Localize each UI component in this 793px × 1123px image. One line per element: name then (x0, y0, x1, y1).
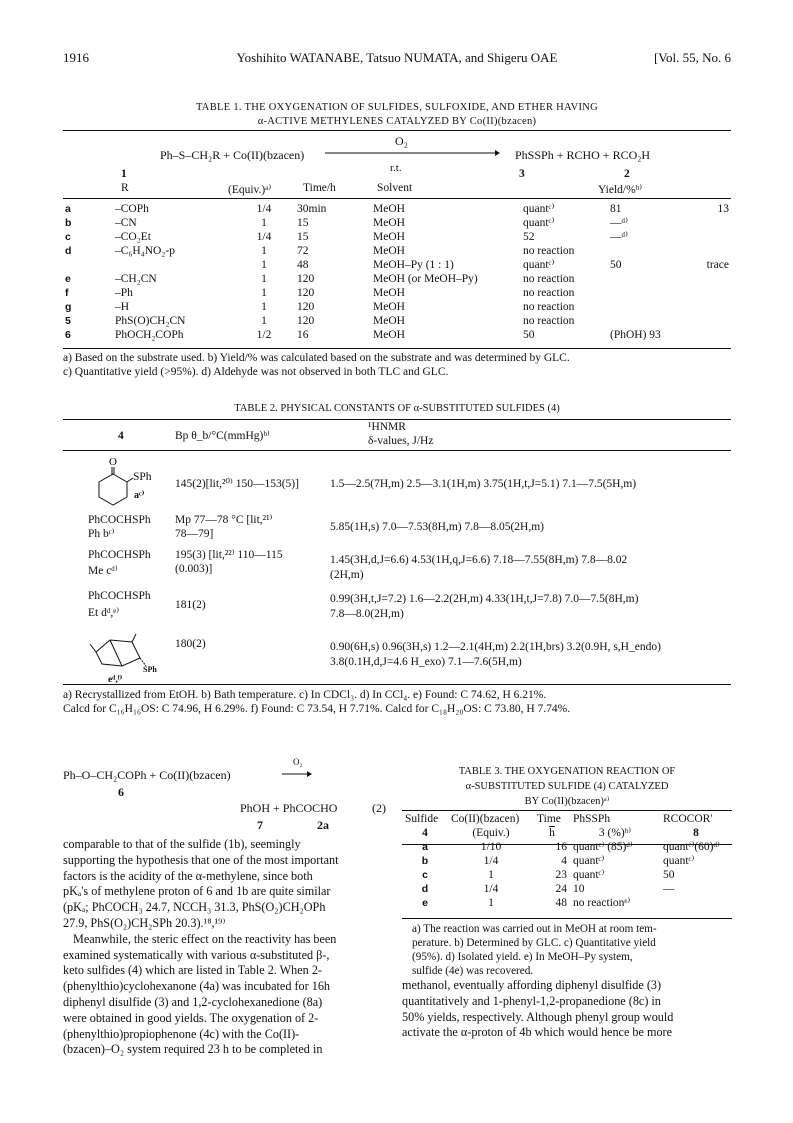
table2-rowD-nmr1: 0.99(3H,t,J=7.2) 1.6—2.2(2H,m) 4.33(1H,t,J=7.8) 7.0—7.5(8H,m) (330, 593, 639, 605)
table1-footnote-1: a) Based on the substrate used. b) Yield/% was calculated based on the substrate and was determined by GLC. (63, 352, 570, 364)
eq2-left: Ph–O–CH₂COPh + Co(II)(bzacen) (63, 768, 231, 782)
table1-cell-equiv: 1 (261, 217, 267, 229)
table2-rowE-id: eᵈ,ᶠ⁾ (108, 675, 123, 685)
text-line: comparable to that of the sulfide (1b), seemingly (63, 837, 301, 851)
table1-cell-r: –CN (115, 217, 137, 229)
table2-rowE-nmr1: 0.90(6H,s) 0.96(3H,s) 1.2—2.1(4H,m) 2.2(1H,brs) 3.2(0.9H, s,H_endo) (330, 641, 661, 653)
table3-cell-time: 16 (555, 841, 567, 853)
table1-row (63, 230, 731, 244)
table2-header-num: 4 (118, 430, 124, 442)
table3-cell-rcocor: quantᶜ⁾(60)ᵈ⁾ (663, 841, 720, 853)
table1-cell-equiv: 1/2 (256, 329, 272, 341)
table1-cell-equiv: 1/4 (256, 203, 272, 215)
text-line: activate the α-proton of 4b which would hence be more (402, 1025, 673, 1040)
text-line: 50% yields, respectively. Although phenyl group would (402, 1009, 674, 1024)
table1-cell-equiv: 1 (261, 315, 267, 327)
table1-cell-solvent: MeOH (373, 231, 405, 243)
text-line: factors is the acidity of the α-methylene, since both (63, 868, 313, 883)
table1-row (63, 314, 731, 328)
table1-reaction-o2: O₂ (395, 134, 408, 148)
table1-cell-yield3: quantᶜ⁾ (523, 259, 555, 271)
table1-cell-yield2b (663, 244, 731, 258)
table1-reaction-right: PhSSPh + RCHO + RCO₂H (515, 148, 651, 162)
table1-cell-yield2b (663, 314, 731, 328)
table2-header-bp: Bp θ_b/°C(mmHg)ᵇ⁾ (175, 430, 270, 442)
table1-cell-equiv: 1 (261, 273, 267, 285)
table2-header-delta: δ-values, J/Hz (368, 435, 434, 447)
table1-cell-r: PhOCH₂COPh (115, 329, 184, 341)
table1-cell-solvent: MeOH (373, 315, 405, 327)
table2-rowC-bp2: (0.003)] (175, 563, 213, 575)
table1-cell-r: –CH₂CN (115, 273, 157, 285)
table1-row (63, 202, 731, 216)
reaction-arrow (325, 148, 500, 158)
table3-cell-id: e (422, 897, 428, 909)
table1-header-equiv: (Equiv.)ᵃ⁾ (228, 184, 272, 196)
table1-num3: 3 (519, 168, 525, 180)
table1-cell-r: –H (115, 301, 130, 313)
table3-cell-equiv: 1 (488, 869, 494, 881)
table3-cell-rcocor: — (663, 883, 675, 895)
page-number: 1916 (63, 50, 89, 65)
table2-rowD-nmr2: 7.8—8.0(2H,m) (330, 608, 404, 620)
table1-cell-time: 48 (297, 259, 309, 271)
text-line: (pKₐ; PhCOCH₃ 24.7, NCCH₃ 31.3, PhS(O₂)CH₂OPh (63, 900, 326, 915)
table1-cell-equiv: 1/4 (256, 231, 272, 243)
table1-cell-yield3: no reaction (523, 315, 575, 327)
eq2-o2: O₂ (293, 757, 303, 767)
text-line: supporting the hypothesis that one of the most important (63, 852, 339, 867)
table1-cell-yield2a (608, 314, 663, 328)
table3-cell-phssph: quantᶜ⁾ (573, 855, 605, 867)
table2-rowE-nmr2: 3.8(0.1H,d,J=4.6 H_exo) 7.1—7.6(5H,m) (330, 656, 522, 668)
table1-cell-equiv: 1 (261, 259, 267, 271)
table2-rowD-name: PhCOCHSPh (88, 590, 151, 602)
left-column-text (63, 837, 388, 1058)
table1-row (63, 258, 731, 272)
table3-h2-h: $\overline{h}$ (549, 827, 555, 839)
eq2-right: PhOH + PhCOCHO (240, 801, 338, 815)
table1-cell-equiv: 1 (261, 301, 267, 313)
table1-cell-yield2b (663, 328, 731, 342)
table1-row (63, 300, 731, 314)
table3-cell-equiv: 1/4 (483, 883, 499, 895)
table2-rowA-nmr: 1.5—2.5(7H,m) 2.5—3.1(1H,m) 3.75(1H,t,J=5.1) 7.1—7.5(5H,m) (330, 478, 637, 490)
table1-cell-solvent: MeOH (373, 217, 405, 229)
eq2-number: (2) (372, 801, 386, 815)
table1-cell-r (113, 258, 233, 272)
table3-cell-time: 24 (555, 883, 567, 895)
table3-h-phssph: PhSSPh (573, 813, 611, 825)
table1-cell-solvent: MeOH–Py (1 : 1) (373, 259, 454, 271)
table3-cell-time: 4 (561, 855, 567, 867)
table1-cell-solvent: MeOH (373, 329, 405, 341)
table2-footnote-1: a) Recrystallized from EtOH. b) Bath temperature. c) In CDCl₃. d) In CCl₄. e) Found: C 74.62, H 6.21%. (63, 689, 547, 701)
table2-rowA-id: aᶜ⁾ (134, 490, 145, 501)
table1-cell-yield2a: —ᵈ⁾ (610, 231, 628, 243)
table1-cell-solvent: MeOH (373, 245, 405, 257)
table1-row (63, 286, 731, 300)
table1-reaction-rt: r.t. (390, 162, 402, 174)
table3-cell-time: 48 (555, 897, 567, 909)
table3-h-time: Time (537, 813, 561, 825)
table3-cell-id: b (421, 855, 429, 867)
table1-bottom-rule (63, 348, 731, 349)
table1-cell-time: 120 (297, 301, 315, 313)
table1-cell-time: 72 (297, 245, 309, 257)
volume-info: [Vol. 55, No. 6 (653, 50, 731, 65)
table3-footnote-line: perature. b) Determined by GLC. c) Quantitative yield (412, 937, 656, 949)
table1-cell-r: –CO₂Et (115, 231, 151, 243)
table1-cell-yield2b (663, 300, 731, 314)
table1-header-yield: Yield/%ᵇ⁾ (598, 184, 643, 196)
table3-row (402, 868, 732, 882)
table1-cell-equiv: 1 (261, 287, 267, 299)
table2-header-rule (63, 450, 731, 451)
table3-cell-time: 23 (555, 869, 567, 881)
table1-cell-id: f (65, 287, 69, 299)
table1-cell-time: 120 (297, 287, 315, 299)
table3-header-row1 (402, 812, 732, 826)
table3-cell-rcocor (660, 896, 732, 910)
table2-rowC-sub: Me cᵈ⁾ (88, 565, 118, 577)
table1-cell-id: a (65, 203, 71, 215)
table1-row (63, 244, 731, 258)
table1-cell-time: 15 (297, 217, 309, 229)
table1-cell-yield2b (663, 230, 731, 244)
table2-rowC-name: PhCOCHSPh (88, 549, 151, 561)
table1-cell-yield2a: (PhOH) 93 (610, 329, 661, 341)
table3-footnote-line: (95%). d) Isolated yield. e) In MeOH–Py system, (412, 951, 633, 963)
table3-cell-rcocor: 50 (663, 869, 675, 881)
text-line: keto sulfides (4) which are listed in Table 2. When 2- (63, 963, 322, 978)
text-line: examined systematically with various α-substituted β-, (63, 947, 330, 962)
table1-cell-id: 5 (65, 315, 71, 327)
table1-reaction-left: Ph–S–CH₂R + Co(II)(bzacen) (160, 148, 305, 162)
table3-footnote-line: a) The reaction was carried out in MeOH at room tem- (412, 923, 657, 935)
table1-cell-yield3: quantᶜ⁾ (523, 217, 555, 229)
text-line: pKₐ's of methylene proton of 6 and 1b are quite similar (63, 884, 331, 899)
table1-cell-yield2b (663, 272, 731, 286)
table2-rowE-bp: 180(2) (175, 638, 206, 650)
table1-cell-yield2a (608, 244, 663, 258)
table3-h-cat: Co(II)(bzacen) (451, 813, 520, 825)
table3-cell-equiv: 1 (488, 897, 494, 909)
table1-top-rule (63, 130, 731, 131)
table3-header-rule (402, 844, 732, 845)
table3-row (402, 840, 732, 854)
table2-rowB-sub: Ph bᶜ⁾ (88, 528, 115, 540)
table1-header-time: Time/h (303, 182, 336, 194)
table3-row (402, 896, 732, 910)
table1-cell-time: 15 (297, 231, 309, 243)
table1-cell-yield2a (608, 300, 663, 314)
text-line: (bzacen)–O₂ system required 23 h to be completed in (63, 1042, 323, 1057)
table3-cell-phssph: quantᶜ⁾ (573, 869, 605, 881)
table2-rowE-label: SPh (143, 665, 157, 674)
table2-rowD-sub: Et dᵈ,ᵉ⁾ (88, 607, 120, 619)
table3-caption-line3: BY Co(II)(bzacen)ᵃ⁾ (524, 796, 610, 807)
table3-h2-4: 4 (422, 827, 428, 839)
table3-cell-phssph: no reactionᵉ⁾ (573, 897, 631, 909)
eq2-arrow (282, 769, 312, 779)
text-line: (phenylthio)propiophenone (4c) with the Co(II)- (63, 1026, 300, 1041)
table1-cell-solvent: MeOH (373, 287, 405, 299)
table1-num2: 2 (624, 168, 630, 180)
table1-cell-solvent: MeOH (373, 301, 405, 313)
eq2-num6: 6 (118, 785, 124, 799)
table1-cell-id: b (65, 217, 72, 229)
text-line: Meanwhile, the steric effect on the reactivity has been (73, 931, 337, 946)
table1-header-solvent: Solvent (377, 182, 413, 194)
table1-cell-solvent: MeOH (or MeOH–Py) (373, 273, 478, 285)
table2-rowA-bp: 145(2)[lit,²⁰⁾ 150—153(5)] (175, 478, 299, 490)
table1-cell-yield2b (663, 216, 731, 230)
table3-caption (402, 764, 732, 809)
table1-cell-yield3: no reaction (523, 287, 575, 299)
table1-cell-yield2b: trace (706, 259, 729, 271)
table3-footnotes (412, 922, 734, 978)
table3-row (402, 882, 732, 896)
table3-h2-8: 8 (693, 827, 699, 839)
table1-cell-r: –COPh (115, 203, 149, 215)
table1-cell-yield3: no reaction (523, 245, 575, 257)
table3-caption-line1: TABLE 3. THE OXYGENATION REACTION OF (458, 766, 676, 777)
table2-bottom-rule (63, 684, 731, 685)
table1-cell-yield2b (663, 286, 731, 300)
table2-rowA-label: SPh (133, 471, 152, 483)
table3-footnote-line: sulfide (4e) was recovered. (412, 965, 534, 977)
table1-cell-id: c (65, 231, 71, 243)
text-line: diphenyl disulfide (3) and 1,2-cyclohexanedione (8a) (63, 994, 323, 1009)
table1-cell-id (63, 258, 113, 272)
table1-header-r: R (121, 182, 129, 194)
table1-cell-yield2a: 50 (610, 259, 622, 271)
table1-cell-yield2a (608, 272, 663, 286)
table1-caption-line1: TABLE 1. THE OXYGENATION OF SULFIDES, SULFOXIDE, AND ETHER HAVING (195, 102, 599, 113)
table3-cell-phssph: 10 (573, 883, 585, 895)
table2-rowC-nmr2: (2H,m) (330, 569, 364, 581)
table2-top-rule (63, 419, 731, 420)
table1-row (63, 272, 731, 286)
table3-cell-rcocor: quantᶜ⁾ (663, 855, 695, 867)
table2-rowC-nmr1: 1.45(3H,d,J=6.6) 4.53(1H,q,J=6.6) 7.18—7.55(8H,m) 7.8—8.02 (330, 554, 628, 566)
table1-row (63, 328, 731, 342)
table3 (402, 812, 732, 910)
table3-cell-phssph: quantᶜ⁾ (85)ᵈ⁾ (573, 841, 633, 853)
table1-cell-yield3: 50 (523, 329, 535, 341)
table3-top-rule (402, 810, 732, 811)
table3-h-rcocor: RCOCOR′ (663, 813, 713, 825)
table3-cell-equiv: 1/10 (480, 841, 502, 853)
table1-cell-id: g (65, 301, 72, 313)
table1-row (63, 216, 731, 230)
table3-cell-id: a (422, 841, 428, 853)
eq2-num2a: 2a (317, 818, 329, 832)
right-column-text (402, 978, 732, 1041)
table1-num1: 1 (121, 168, 127, 180)
table1-footnote-2: c) Quantitative yield (>95%). d) Aldehyde was not observed in both TLC and GLC. (63, 366, 449, 378)
table1-cell-r: PhS(O)CH₂CN (115, 315, 186, 327)
text-line: 27.9, PhS(O₂)CH₂SPh 20.3).¹⁸,¹⁹⁾ (63, 915, 226, 930)
table1-caption (63, 101, 731, 129)
text-line: were obtained in good yields. The oxygenation of 2- (63, 1010, 319, 1025)
table1-cell-yield2a: —ᵈ⁾ (610, 217, 628, 229)
table1-caption-line2: α-ACTIVE METHYLENES CATALYZED BY Co(II)(bzacen) (257, 116, 537, 127)
table1-cell-time: 120 (297, 273, 315, 285)
table1-body (63, 202, 731, 342)
svg-text:O: O (109, 456, 117, 468)
table1-cell-equiv: 1 (261, 245, 267, 257)
authors: Yoshihito WATANABE, Tatsuo NUMATA, and Shigeru OAE (236, 50, 558, 65)
table3-cell-id: c (422, 869, 428, 881)
table1-cell-yield3: no reaction (523, 273, 575, 285)
table2-rowB-bp2: 78—79] (175, 528, 214, 540)
table1-cell-time: 16 (297, 329, 309, 341)
table1-cell-yield2b: 13 (717, 203, 729, 215)
table1-cell-yield2a: 81 (610, 203, 622, 215)
table3-h2-equiv: (Equiv.) (472, 827, 510, 839)
table2-rowB-nmr: 5.85(1H,s) 7.0—7.53(8H,m) 7.8—8.05(2H,m) (330, 521, 545, 533)
table1-cell-id: d (65, 245, 72, 257)
table2-header-nmr: ¹HNMR (368, 421, 406, 433)
eq2-num7: 7 (257, 818, 263, 832)
table1-cell-yield2a (608, 286, 663, 300)
table1-cell-r: –C₆H₄NO₂-p (115, 245, 175, 257)
text-line: quantitatively and 1-phenyl-1,2-propanedione (8c) in (402, 993, 661, 1008)
table3-caption-line2: α-SUBSTITUTED SULFIDE (4) CATALYZED (465, 781, 669, 792)
table2-rowC-bp1: 195(3) [lit,²²⁾ 110—115 (175, 549, 283, 561)
table2-caption: TABLE 2. PHYSICAL CONSTANTS OF α-SUBSTITUTED SULFIDES (4) (234, 403, 560, 414)
table1-cell-solvent: MeOH (373, 203, 405, 215)
table1-cell-yield3: no reaction (523, 301, 575, 313)
table1-cell-time: 120 (297, 315, 315, 327)
table3-bottom-rule (402, 918, 732, 919)
table1-cell-id: e (65, 273, 71, 285)
table3-cell-equiv: 1/4 (483, 855, 499, 867)
table1-cell-time: 30min (297, 203, 327, 215)
table1-header-rule (63, 198, 731, 199)
table1-cell-yield3: quantᶜ⁾ (523, 203, 555, 215)
table3-header-row2 (402, 826, 732, 840)
table3-h-sulfide: Sulfide (405, 813, 439, 825)
table3-h2-3: 3 (%)ᵇ⁾ (598, 827, 632, 839)
table3-cell-id: d (421, 883, 429, 895)
table1-cell-r: –Ph (115, 287, 133, 299)
text-line: (phenylthio)cyclohexanone (4a) was incubated for 16h (63, 979, 331, 994)
table2-rowB-bp1: Mp 77—78 °C [lit,²¹⁾ (175, 514, 273, 526)
table1-cell-yield3: 52 (523, 231, 535, 243)
text-line: methanol, eventually affording diphenyl disulfide (3) (402, 978, 662, 992)
table2-footnote-2: Calcd for C₁₆H₁₆OS: C 74.96, H 6.29%. f) Found: C 73.54, H 7.71%. Calcd for C₁₈H₂₀OS: C 73.80, H 7.74%. (63, 703, 571, 715)
table2-rowB-name: PhCOCHSPh (88, 514, 151, 526)
table1-cell-id: 6 (65, 329, 71, 341)
table3-row (402, 854, 732, 868)
table2-rowD-bp: 181(2) (175, 599, 206, 611)
